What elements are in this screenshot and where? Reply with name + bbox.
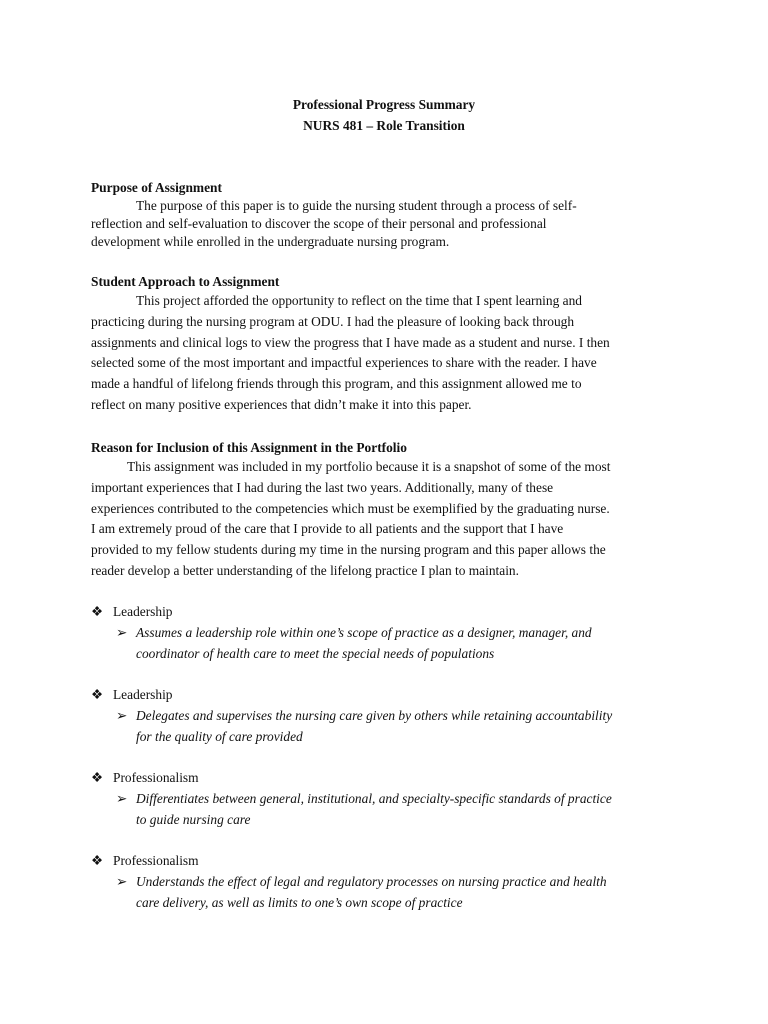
diamond-bullet-icon: ❖	[91, 853, 104, 868]
text-line: This project afforded the opportunity to reflect on the time that I spent learning and	[136, 293, 582, 308]
section-body-approach	[91, 291, 681, 416]
text-line: to guide nursing care	[136, 811, 251, 827]
arrow-bullet-icon: ➢	[116, 874, 128, 889]
text-line: care delivery, as well as limits to one’s own scope of practice	[136, 894, 463, 910]
text-line: for the quality of care provided	[136, 728, 303, 744]
section-body-reason	[91, 457, 681, 582]
text-line: reflect on many positive experiences that didn’t make it into this paper.	[91, 396, 472, 412]
diamond-bullet-icon: ❖	[91, 687, 104, 702]
competency-description	[116, 789, 686, 831]
text-line: Delegates and supervises the nursing care given by others while retaining accountability	[136, 708, 613, 723]
arrow-bullet-icon: ➢	[116, 708, 128, 723]
text-line: reader develop a better understanding of the lifelong practice I plan to maintain.	[91, 562, 519, 578]
text-line: provided to my fellow students during my time in the nursing program and this paper allows the	[91, 542, 606, 558]
text-line: Understands the effect of legal and regulatory processes on nursing practice and health	[136, 874, 607, 889]
document-subtitle: NURS 481 – Role Transition	[303, 118, 465, 133]
competency-category-label: Leadership	[113, 604, 173, 619]
text-line: assignments and clinical logs to view the progress that I have made as a student and nurse. I then	[91, 334, 610, 350]
competency-category-label: Professionalism	[113, 853, 199, 868]
competency-category	[91, 768, 199, 789]
text-line: selected some of the most important and impactful experiences to share with the reader. I have	[91, 355, 597, 371]
competency-description	[116, 706, 686, 748]
competency-category-label: Leadership	[113, 687, 173, 702]
text-line: important experiences that I had during the last two years. Additionally, many of these	[91, 479, 554, 495]
text-line: coordinator of health care to meet the special needs of populations	[136, 645, 495, 661]
text-line: reflection and self-evaluation to discover the scope of their personal and professional	[91, 216, 547, 231]
text-line: Assumes a leadership role within one’s scope of practice as a designer, manager, and	[136, 625, 592, 640]
competency-category	[91, 851, 199, 872]
text-line: Differentiates between general, institutional, and specialty-specific standards of practice	[136, 791, 612, 806]
text-line: I am extremely proud of the care that I provide to all patients and the support that I have	[91, 521, 564, 537]
text-line: The purpose of this paper is to guide the nursing student through a process of self-	[136, 198, 577, 213]
section-heading-purpose: Purpose of Assignment	[91, 180, 222, 195]
arrow-bullet-icon: ➢	[116, 625, 128, 640]
diamond-bullet-icon: ❖	[91, 604, 104, 619]
competency-category	[91, 685, 173, 706]
competency-description	[116, 623, 686, 665]
section-heading-approach: Student Approach to Assignment	[91, 274, 280, 289]
diamond-bullet-icon: ❖	[91, 770, 104, 785]
text-line: development while enrolled in the undergraduate nursing program.	[91, 234, 450, 249]
competency-category	[91, 602, 173, 623]
text-line: practicing during the nursing program at ODU. I had the pleasure of looking back through	[91, 313, 575, 329]
text-line: experiences contributed to the competencies which must be exemplified by the graduating nurse.	[91, 500, 610, 516]
competency-category-label: Professionalism	[113, 770, 199, 785]
section-body-purpose	[91, 197, 681, 251]
competency-description	[116, 872, 686, 914]
text-line: made a handful of lifelong friends through this program, and this assignment allowed me to	[91, 376, 582, 392]
document-title: Professional Progress Summary	[292, 97, 476, 112]
text-line: This assignment was included in my portfolio because it is a snapshot of some of the most	[127, 459, 611, 474]
arrow-bullet-icon: ➢	[116, 791, 128, 806]
section-heading-reason: Reason for Inclusion of this Assignment in the Portfolio	[91, 440, 407, 455]
